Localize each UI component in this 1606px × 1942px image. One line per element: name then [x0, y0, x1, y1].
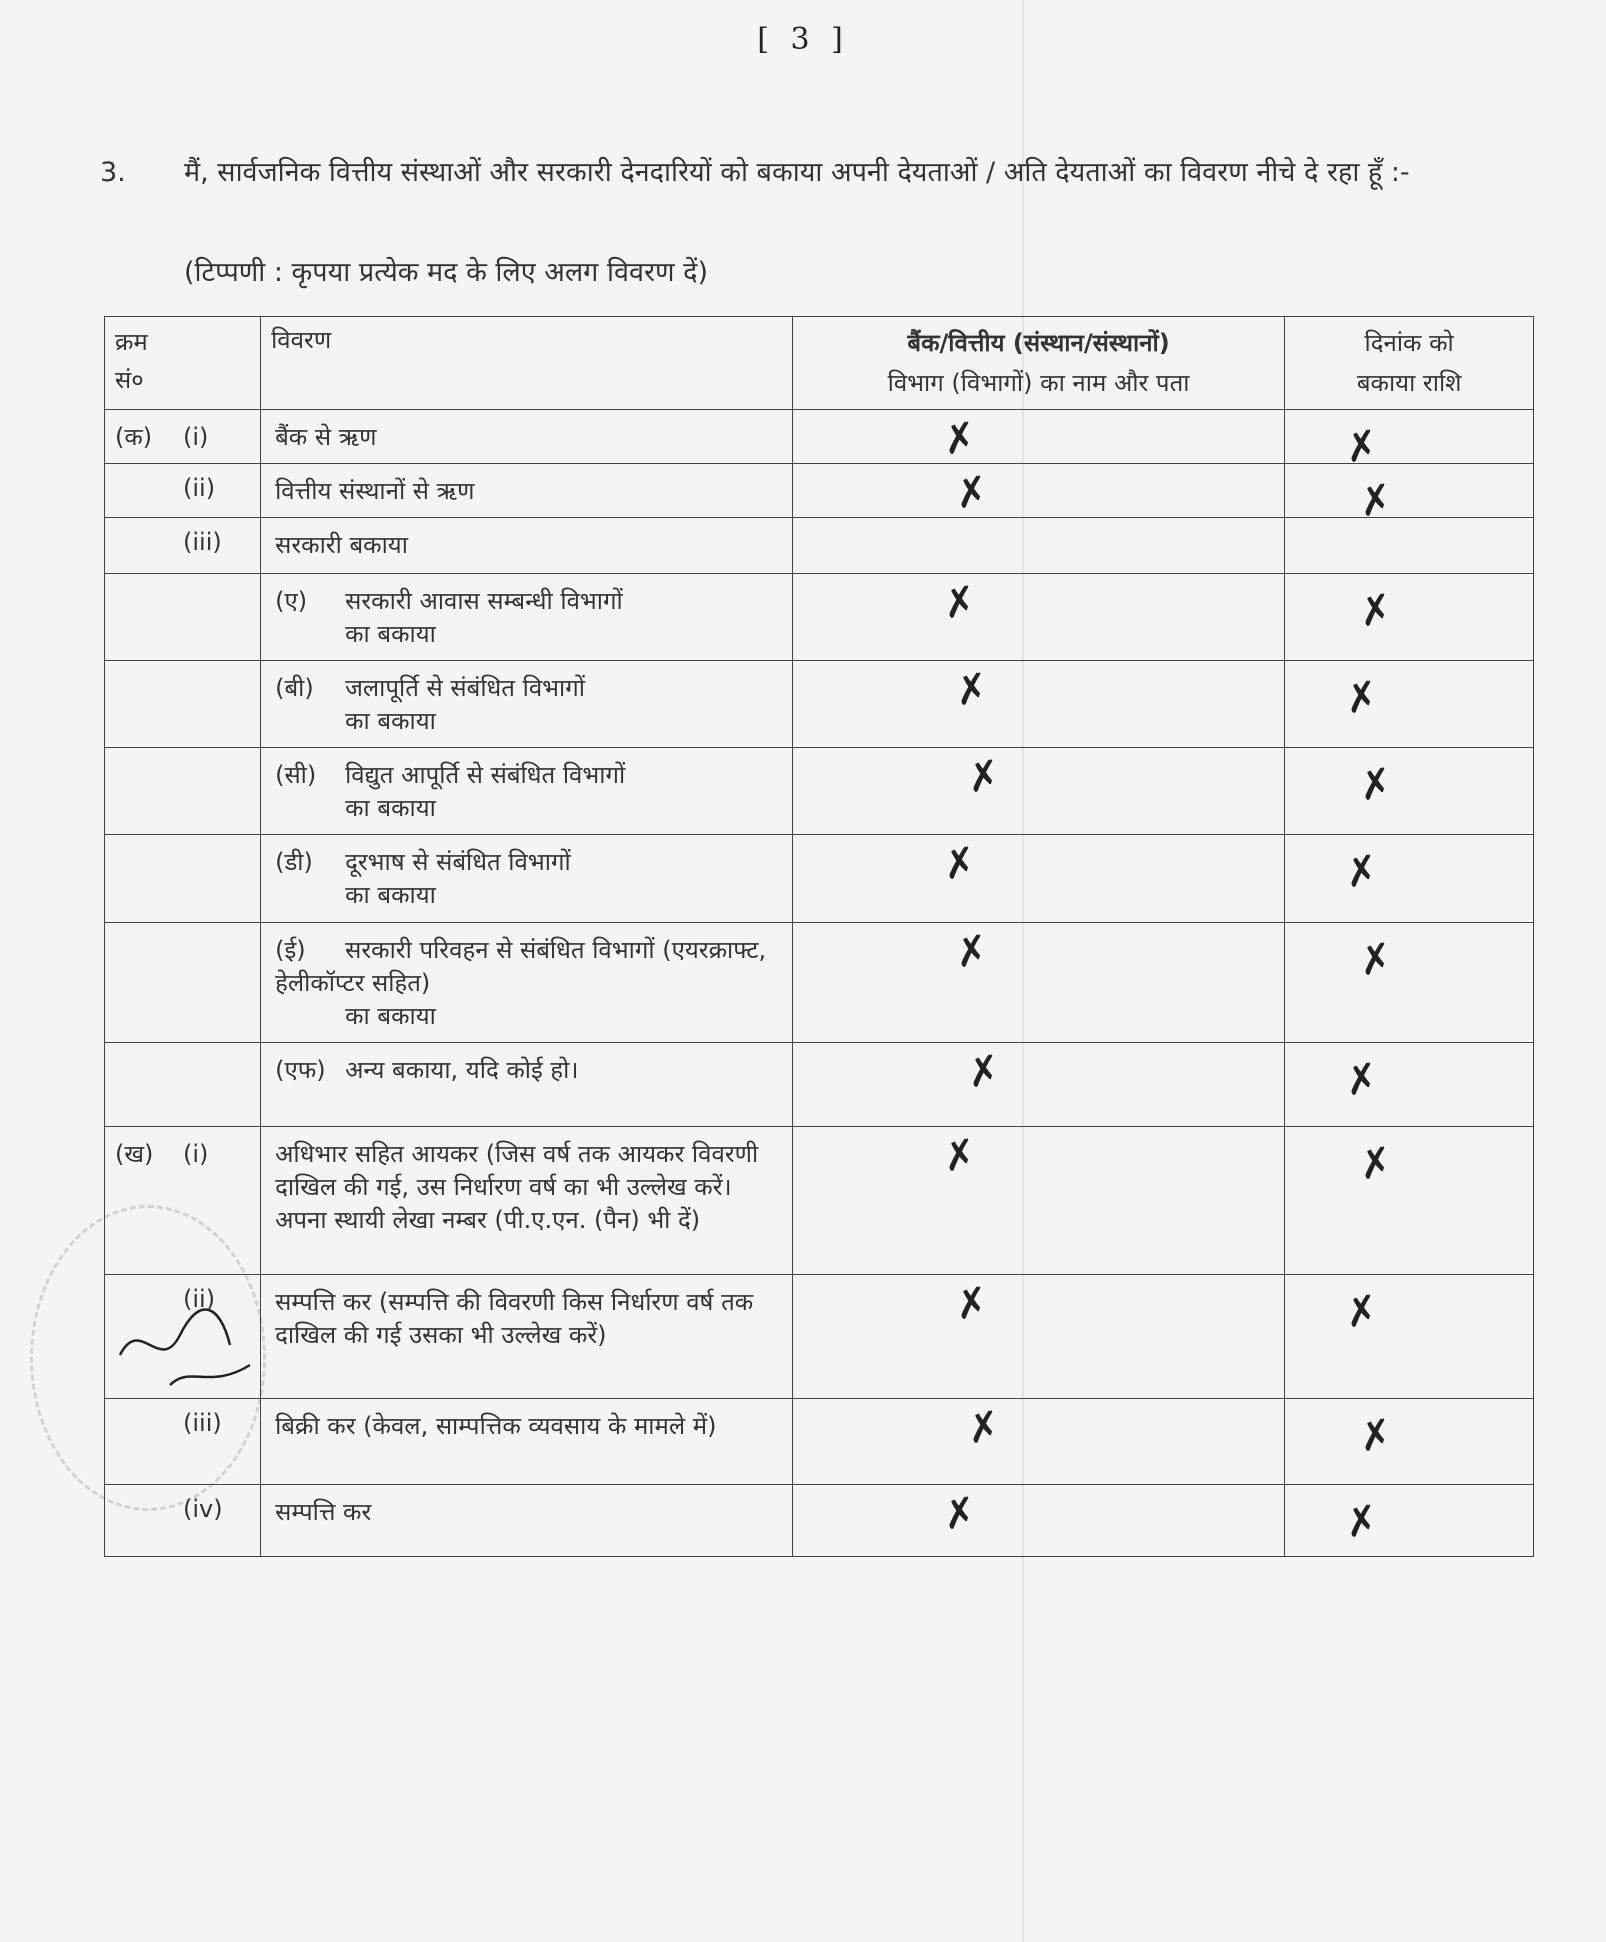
header-description: विवरण — [261, 317, 793, 410]
serial-cell — [105, 464, 261, 518]
description-text-line2: का बकाया — [345, 881, 436, 909]
section-text: मैं, सार्वजनिक वित्तीय संस्थाओं और सरकारी देनदारियों को बकाया अपनी देयताओं / अति देयताओं का विवरण नीचे दे रहा हूँ :- — [184, 157, 1410, 188]
description-text-line2: का बकाया — [345, 707, 436, 735]
description-text: सम्पत्ति कर (सम्पत्ति की विवरणी किस निर्धारण वर्ष तक दाखिल की गई उसका भी उल्लेख करें) — [275, 1288, 754, 1349]
bank-cell — [792, 410, 1285, 464]
description-text-line2: का बकाया — [345, 620, 436, 648]
description-text: बैंक से ऋण — [275, 423, 377, 451]
header-serial-line2: सं० — [115, 366, 144, 394]
cross-mark: ✗ — [951, 467, 993, 519]
description-cell — [261, 923, 793, 1043]
table-row — [105, 1399, 1534, 1485]
description-text: वित्तीय संस्थानों से ऋण — [275, 477, 475, 505]
amount-cell — [1285, 1399, 1534, 1485]
amount-cell — [1285, 518, 1534, 574]
table-header-row — [105, 317, 1534, 410]
serial-cell — [105, 1485, 261, 1557]
table-row — [105, 574, 1534, 661]
serial-number: (i) — [183, 423, 209, 451]
serial-number: (ii) — [183, 1285, 216, 1313]
cross-mark: ✗ — [963, 1046, 1005, 1098]
header-bank-line1: बैंक/वित्तीय (संस्थान/संस्थानों) — [907, 329, 1170, 357]
cross-mark: ✗ — [1341, 672, 1383, 724]
description-cell — [261, 574, 793, 661]
description-cell — [261, 748, 793, 835]
description-cell — [261, 1399, 793, 1485]
bank-cell — [792, 518, 1285, 574]
cross-mark: ✗ — [963, 751, 1005, 803]
description-cell — [261, 835, 793, 923]
cross-mark: ✗ — [1355, 759, 1397, 811]
sub-item-key: (डी) — [275, 848, 313, 876]
serial-cell — [105, 748, 261, 835]
serial-cell — [105, 1399, 261, 1485]
table-row — [105, 1275, 1534, 1399]
serial-group: (ख) — [115, 1140, 154, 1168]
sub-item-key: (सी) — [275, 761, 317, 789]
description-text: विद्युत आपूर्ति से संबंधित विभागों — [345, 761, 626, 789]
cross-mark: ✗ — [1341, 846, 1383, 898]
description-text: सम्पत्ति कर — [275, 1498, 372, 1526]
header-amount — [1285, 317, 1534, 410]
header-bank — [792, 317, 1285, 410]
description-cell — [261, 1127, 793, 1275]
cross-mark: ✗ — [1341, 1496, 1383, 1548]
description-text: दूरभाष से संबंधित विभागों — [345, 848, 571, 876]
cross-mark: ✗ — [1355, 934, 1397, 986]
bank-cell — [792, 1399, 1285, 1485]
sub-item-key: (बी) — [275, 674, 314, 702]
serial-cell — [105, 1043, 261, 1127]
cross-mark: ✗ — [939, 838, 981, 890]
liabilities-table — [104, 316, 1534, 1557]
table-row — [105, 410, 1534, 464]
description-text: जलापूर्ति से संबंधित विभागों — [345, 674, 585, 702]
bank-cell — [792, 923, 1285, 1043]
bank-cell — [792, 1043, 1285, 1127]
cross-mark: ✗ — [939, 1130, 981, 1182]
table-row — [105, 661, 1534, 748]
bank-cell — [792, 464, 1285, 518]
cross-mark: ✗ — [951, 664, 993, 716]
description-cell — [261, 464, 793, 518]
section-note: (टिप्पणी : कृपया प्रत्येक मद के लिए अलग विवरण दें) — [184, 257, 708, 288]
description-text-line2: का बकाया — [345, 794, 436, 822]
header-serial-line1: क्रम — [115, 328, 148, 356]
serial-cell — [105, 1127, 261, 1275]
description-text: सरकारी परिवहन से संबंधित विभागों (एयरक्राफ्ट, हेलीकॉप्टर सहित) — [275, 936, 767, 997]
serial-cell — [105, 574, 261, 661]
bank-cell — [792, 1127, 1285, 1275]
amount-cell — [1285, 1127, 1534, 1275]
section-number: 3. — [100, 157, 126, 188]
header-amount-line2: बकाया राशि — [1356, 369, 1462, 397]
description-cell — [261, 1275, 793, 1399]
description-text: सरकारी आवास सम्बन्धी विभागों — [345, 587, 623, 615]
sub-item-key: (ए) — [275, 587, 308, 615]
cross-mark: ✗ — [963, 1402, 1005, 1454]
cross-mark: ✗ — [1355, 1138, 1397, 1190]
table-row — [105, 835, 1534, 923]
serial-cell — [105, 410, 261, 464]
amount-cell — [1285, 1275, 1534, 1399]
cross-mark: ✗ — [1341, 1054, 1383, 1106]
description-text: अधिभार सहित आयकर (जिस वर्ष तक आयकर विवरणी दाखिल की गई, उस निर्धारण वर्ष का भी उल्लेख करें। अपना स्थायी लेखा नम्बर (पी.ए.एन. (पैन) भी दें) — [275, 1140, 759, 1234]
amount-cell — [1285, 923, 1534, 1043]
table-row — [105, 1043, 1534, 1127]
amount-cell — [1285, 464, 1534, 527]
table-row — [105, 518, 1534, 574]
description-text: सरकारी बकाया — [275, 531, 408, 559]
cross-mark: ✗ — [1355, 475, 1397, 527]
header-bank-line2: विभाग (विभागों) का नाम और पता — [887, 369, 1190, 397]
serial-cell — [105, 1275, 261, 1399]
cross-mark: ✗ — [951, 926, 993, 978]
serial-number: (i) — [183, 1140, 209, 1168]
serial-number: (ii) — [183, 474, 216, 502]
table-row — [105, 1127, 1534, 1275]
sub-item-key: (एफ) — [275, 1056, 326, 1084]
description-cell — [261, 1043, 793, 1127]
cross-mark: ✗ — [1341, 421, 1383, 473]
bank-cell — [792, 661, 1285, 748]
sub-item-key: (ई) — [275, 936, 306, 964]
serial-number: (iii) — [183, 1409, 222, 1437]
bank-cell — [792, 1485, 1285, 1557]
page-number: [ 3 ] — [757, 22, 849, 57]
amount-cell — [1285, 1043, 1534, 1127]
cross-mark: ✗ — [939, 1488, 981, 1540]
serial-cell — [105, 835, 261, 923]
amount-cell — [1285, 661, 1534, 748]
serial-cell — [105, 661, 261, 748]
cross-mark: ✗ — [1355, 1410, 1397, 1462]
amount-cell — [1285, 410, 1534, 473]
amount-cell — [1285, 1485, 1534, 1557]
bank-cell — [792, 748, 1285, 835]
table-row — [105, 464, 1534, 518]
cross-mark: ✗ — [951, 1278, 993, 1330]
cross-mark: ✗ — [1355, 585, 1397, 637]
header-amount-line1: दिनांक को — [1364, 329, 1454, 357]
table-row — [105, 1485, 1534, 1557]
amount-cell — [1285, 835, 1534, 923]
bank-cell — [792, 574, 1285, 661]
serial-number: (iv) — [183, 1495, 223, 1523]
amount-cell — [1285, 748, 1534, 835]
description-text: अन्य बकाया, यदि कोई हो। — [345, 1056, 579, 1084]
cross-mark: ✗ — [939, 577, 981, 629]
description-text-line2: का बकाया — [345, 1002, 436, 1030]
table-row — [105, 748, 1534, 835]
serial-number: (iii) — [183, 528, 222, 556]
serial-group: (क) — [115, 423, 153, 451]
serial-cell — [105, 923, 261, 1043]
description-text: बिक्री कर (केवल, साम्पत्तिक व्यवसाय के मामले में) — [275, 1412, 717, 1440]
bank-cell — [792, 835, 1285, 923]
description-cell — [261, 410, 793, 464]
cross-mark: ✗ — [939, 413, 981, 465]
table-row — [105, 923, 1534, 1043]
amount-cell — [1285, 574, 1534, 661]
serial-cell — [105, 518, 261, 574]
description-cell — [261, 1485, 793, 1557]
header-serial — [105, 317, 261, 410]
description-cell — [261, 661, 793, 748]
cross-mark: ✗ — [1341, 1286, 1383, 1338]
description-cell — [261, 518, 793, 574]
bank-cell — [792, 1275, 1285, 1399]
